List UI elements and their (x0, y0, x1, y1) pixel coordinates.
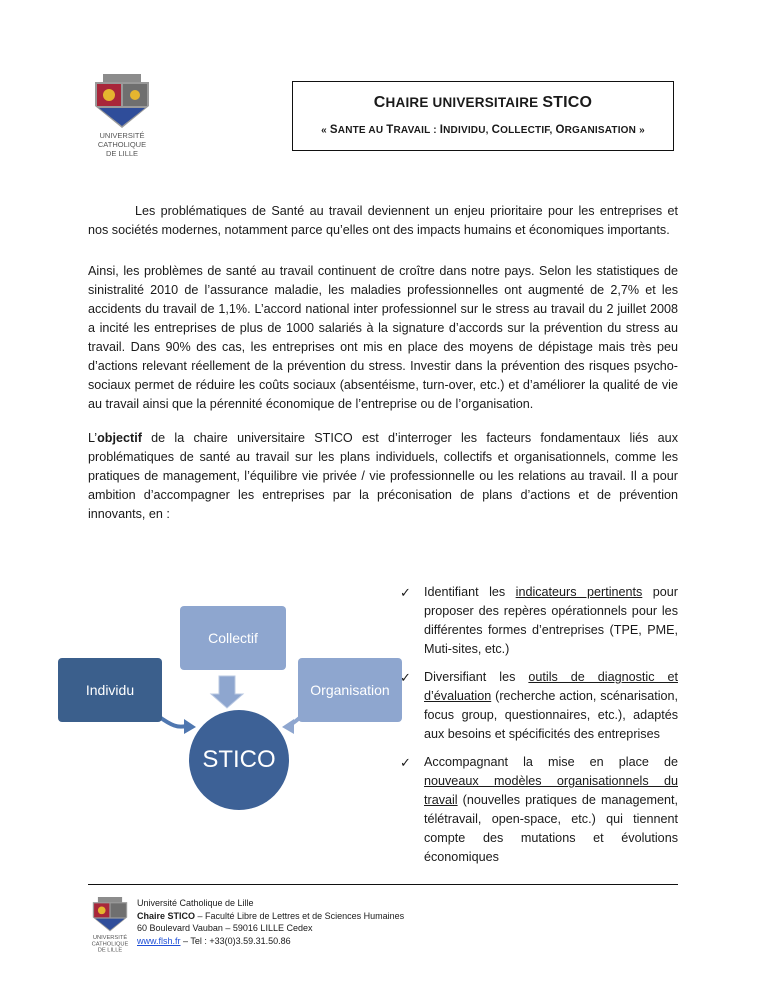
item-text: (nouvelles pratiques de management, télétravail, open-space, etc.) qui tiennent compte des mutations et évolutions économiques (424, 793, 678, 864)
stico-diagram (40, 598, 400, 828)
diagram-box-collectif: Collectif (180, 606, 286, 670)
footer-divider (88, 884, 678, 885)
subtitle-part-1: ANTE AU (337, 125, 387, 136)
list-item (400, 583, 678, 659)
diagram-box-individu: Individu (58, 658, 162, 722)
check-icon: ✓ (400, 585, 411, 600)
check-icon: ✓ (400, 755, 411, 770)
subtitle-initial-o: O (555, 124, 565, 136)
list-item (400, 753, 678, 867)
logo-text-1: UNIVERSITÉ (99, 131, 145, 140)
action-list (400, 583, 678, 876)
item-text: (recherche action, scénarisation, focus group, questionnaires, etc.), adaptés aux besoins et spécificités des entreprises (424, 689, 678, 741)
title-acronym: STICO (542, 94, 593, 111)
objective-prefix: L’ (88, 431, 98, 445)
footer-logo-text-2: CATHOLIQUE (91, 941, 129, 948)
logo-text-2: CATHOLIQUE (97, 140, 147, 149)
footer-contact-line (137, 935, 404, 948)
diagram-box-organisation: Organisation (298, 658, 402, 722)
page-title (293, 94, 673, 112)
subtitle-close: » (636, 125, 645, 136)
objective-text: de la chaire universitaire STICO est d’interroger les facteurs fondamentaux liés aux problématiques de santé au travail sur les plans individuels, collectifs et organisationnels, comme les pratiques de management, l’équilibre vie privée / vie professionnelle ou les relations au travail. Il a pour ambition d’accompagner les entreprises par la préconisation de plans d’actions et de prévention innovants, en : (88, 431, 678, 521)
website-link[interactable]: www.flsh.fr (137, 935, 181, 946)
item-highlight: outils de diagnostic et d’évaluation (424, 670, 678, 703)
subtitle-part-2: RAVAIL : (393, 125, 440, 136)
footer-logo-text-3: DE LILLE (97, 947, 123, 954)
item-highlight: nouveaux modèles organisationnels du travail (424, 774, 678, 807)
item-highlight: indicateurs pertinents (515, 585, 643, 599)
footer-logo-text-1: UNIVERSITÉ (92, 935, 128, 941)
title-box (292, 81, 674, 151)
page-subtitle (293, 124, 673, 136)
subtitle-part-4: OLLECTIF, (500, 125, 556, 136)
subtitle-initial-t: T (386, 124, 394, 136)
paragraph-intro: Les problématiques de Santé au travail deviennent un enjeu prioritaire pour les entreprises et nos sociétés modernes, notamment parce qu’elles ont des impacts humains et économiques importants. (88, 204, 678, 237)
footer-chair-name: Chaire STICO (137, 910, 196, 921)
list-item (400, 668, 678, 744)
arrow-organisation-head (282, 719, 294, 734)
paragraph-statistics: Ainsi, les problèmes de santé au travail continuent de croître dans notre pays. Selon les statistiques de sinistralité 2010 de l’assurance maladie, les maladies professionnelles ont augmenté de 2,7% et les accidents du travail de 1,1%. L’accord national inter professionnel sur le stress au travail du 2 juillet 2008 a incité les entreprises de plus de 1000 salariés à la signature d’accords sur la prévention du stress au travail. Dans 90% des cas, les entreprises ont mis en place des moyens de dépistage mais très peu d’actions relevant réellement de la prévention du stress. Investir dans la prévention des risques psycho-sociaux permet de réduire les coûts sociaux (absentéisme, turn-over, etc.) et d’améliorer la qualité de vie au travail ainsi que la pérennité économique de l’entreprise ou de l’organisation. (88, 264, 678, 411)
item-text: Accompagnant la mise en place de (424, 755, 678, 769)
arrow-individu-curve (158, 716, 186, 727)
arrow-individu-head (184, 719, 196, 734)
item-text: Identifiant les (424, 585, 516, 599)
subtitle-initial-s: S (329, 124, 338, 136)
footer-logo (89, 895, 131, 955)
item-text: Diversifiant les (424, 670, 529, 684)
logo-text-3: DE LILLE (105, 149, 139, 158)
arrow-collectif-down (211, 676, 243, 708)
subtitle-part-5: RGANISATION (564, 125, 637, 136)
subtitle-open: « (321, 125, 330, 136)
item-text: pour proposer des repères opérationnels pour les différentes formes d’entreprises (TPE, PME, Muti-sites, etc.) (424, 585, 678, 656)
subtitle-initial-c: C (491, 124, 501, 136)
subtitle-part-3: NDIVIDU, (443, 125, 492, 136)
footer-chair (137, 910, 404, 923)
footer-faculty: – Faculté Libre de Lettres et de Sciences Humaines (195, 910, 405, 921)
paragraph-objective (88, 429, 678, 524)
title-initial: C (373, 94, 386, 111)
footer-address: 60 Boulevard Vauban – 59016 LILLE Cedex (137, 923, 313, 933)
diagram-center-stico: STICO (189, 710, 289, 810)
footer-institution: Université Catholique de Lille (137, 898, 254, 908)
check-icon: ✓ (400, 670, 411, 685)
university-logo (89, 72, 155, 164)
footer-phone: – Tel : +33(0)3.59.31.50.86 (180, 935, 291, 946)
footer-contact (137, 897, 404, 947)
subtitle-initial-i: I (439, 124, 444, 136)
objective-keyword: objectif (97, 431, 142, 445)
title-text: HAIRE UNIVERSITAIRE (385, 95, 543, 110)
